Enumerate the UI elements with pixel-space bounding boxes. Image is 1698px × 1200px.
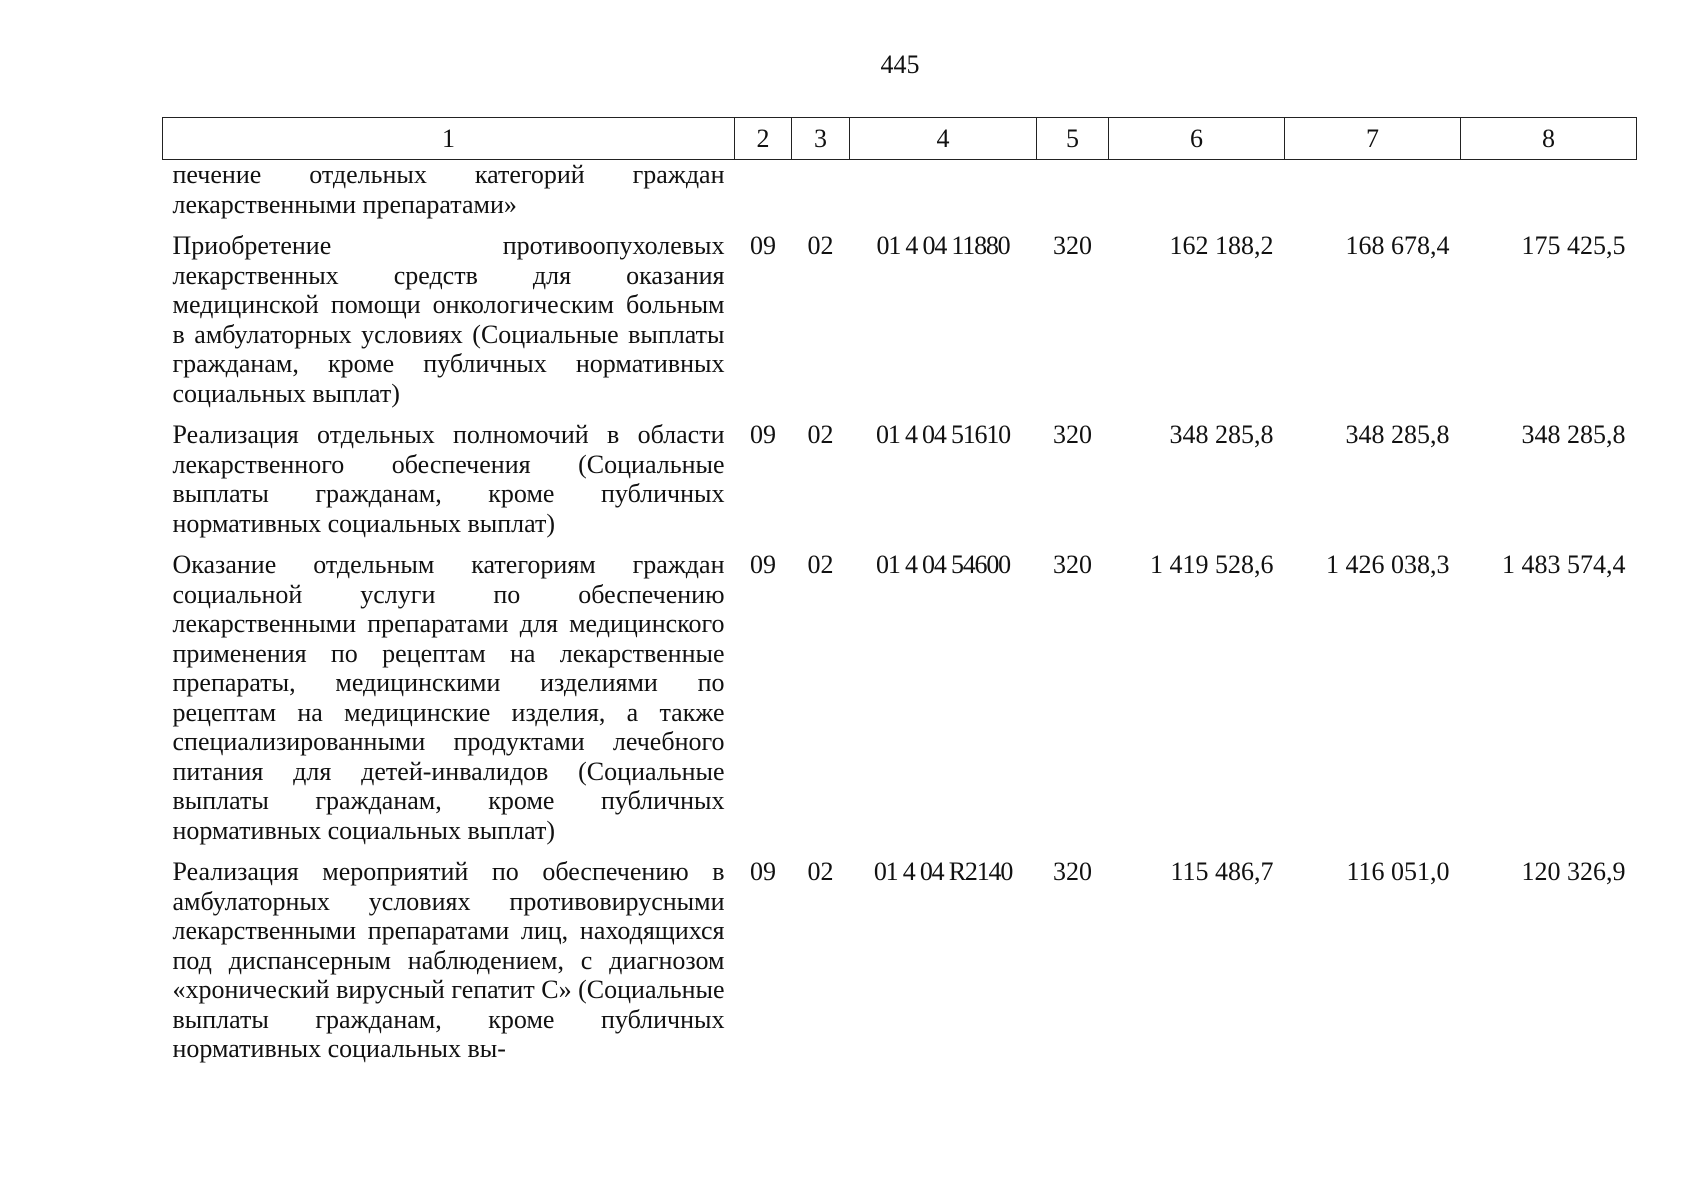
row-amount-8: 1 483 574,4 — [1502, 550, 1626, 579]
row-subsection: 02 — [807, 231, 834, 260]
row-description: Реализация мероприятий по обеспечению в амбулаторных условиях противовирусными лекарственными препаратами лиц, находящихся под диспансерным наблюдением, с диагнозом «хронический вирусный гепатит С» (Социальные выплаты гражданам, кроме публичных нормативных социальных вы- — [172, 857, 725, 1063]
table-row — [163, 160, 1637, 232]
row-amount-8: 348 285,8 — [1521, 420, 1626, 449]
row-description: печение отдельных категорий граждан лекарственными препаратами» — [172, 160, 725, 219]
row-amount-6: 348 285,8 — [1169, 420, 1274, 449]
row-section: 09 — [750, 550, 776, 579]
table-row — [163, 420, 1637, 550]
row-subsection: 02 — [807, 550, 834, 579]
row-target-article: 01 4 04 54600 — [876, 550, 1010, 579]
page-number: 445 — [880, 50, 920, 79]
row-expense-type: 320 — [1053, 857, 1092, 886]
row-target-article: 01 4 04 11880 — [876, 231, 1010, 260]
row-amount-6: 162 188,2 — [1169, 231, 1274, 260]
header-cell-4: 4 — [850, 118, 1037, 160]
row-subsection: 02 — [807, 420, 834, 449]
row-amount-6: 115 486,7 — [1170, 857, 1274, 886]
table-row — [163, 857, 1637, 1064]
row-amount-6 — [1109, 160, 1285, 232]
row-target-article — [850, 160, 1037, 232]
row-amount-7: 348 285,8 — [1345, 420, 1450, 449]
row-section — [735, 160, 792, 232]
row-amount-7 — [1285, 160, 1461, 232]
row-target-article: 01 4 04 51610 — [876, 420, 1010, 449]
row-section: 09 — [750, 420, 776, 449]
row-expense-type: 320 — [1053, 231, 1092, 260]
row-subsection: 02 — [807, 857, 834, 886]
header-cell-3: 3 — [792, 118, 850, 160]
row-amount-7: 116 051,0 — [1346, 857, 1450, 886]
row-amount-6: 1 419 528,6 — [1150, 550, 1274, 579]
table-row — [163, 231, 1637, 420]
table-body — [163, 160, 1637, 1064]
row-section: 09 — [750, 231, 776, 260]
row-expense-type: 320 — [1053, 420, 1092, 449]
header-cell-8: 8 — [1461, 118, 1637, 160]
row-subsection — [792, 160, 850, 232]
table-header — [163, 118, 1637, 160]
row-amount-8: 120 326,9 — [1521, 857, 1626, 886]
header-row — [163, 118, 1637, 160]
row-description: Реализация отдельных полномочий в области лекарственного обеспечения (Социальные выплаты гражданам, кроме публичных нормативных социальных выплат) — [172, 420, 725, 538]
row-description: Приобретение противоопухолевых лекарственных средств для оказания медицинской помощи онкологическим больным в амбулаторных условиях (Социальные выплаты гражданам, кроме публичных нормативных социальных выплат) — [172, 231, 725, 408]
row-amount-8: 175 425,5 — [1521, 231, 1626, 260]
header-cell-1: 1 — [163, 118, 735, 160]
row-expense-type — [1037, 160, 1109, 232]
table-row — [163, 550, 1637, 857]
header-cell-5: 5 — [1037, 118, 1109, 160]
row-amount-7: 168 678,4 — [1345, 231, 1450, 260]
header-cell-7: 7 — [1285, 118, 1461, 160]
header-cell-6: 6 — [1109, 118, 1285, 160]
row-expense-type: 320 — [1053, 550, 1092, 579]
header-cell-2: 2 — [735, 118, 792, 160]
row-amount-8 — [1461, 160, 1637, 232]
row-description: Оказание отдельным категориям граждан социальной услуги по обеспечению лекарственными препаратами для медицинского применения по рецептам на лекарственные препараты, медицинскими изделиями по рецептам на медицинские изделия, а также специализированными продуктами лечебного питания для детей-инвалидов (Социальные выплаты гражданам, кроме публичных нормативных социальных выплат) — [172, 550, 725, 845]
budget-table — [162, 117, 1637, 1064]
row-target-article: 01 4 04 R2140 — [873, 857, 1013, 886]
row-amount-7: 1 426 038,3 — [1326, 550, 1450, 579]
row-section: 09 — [750, 857, 776, 886]
